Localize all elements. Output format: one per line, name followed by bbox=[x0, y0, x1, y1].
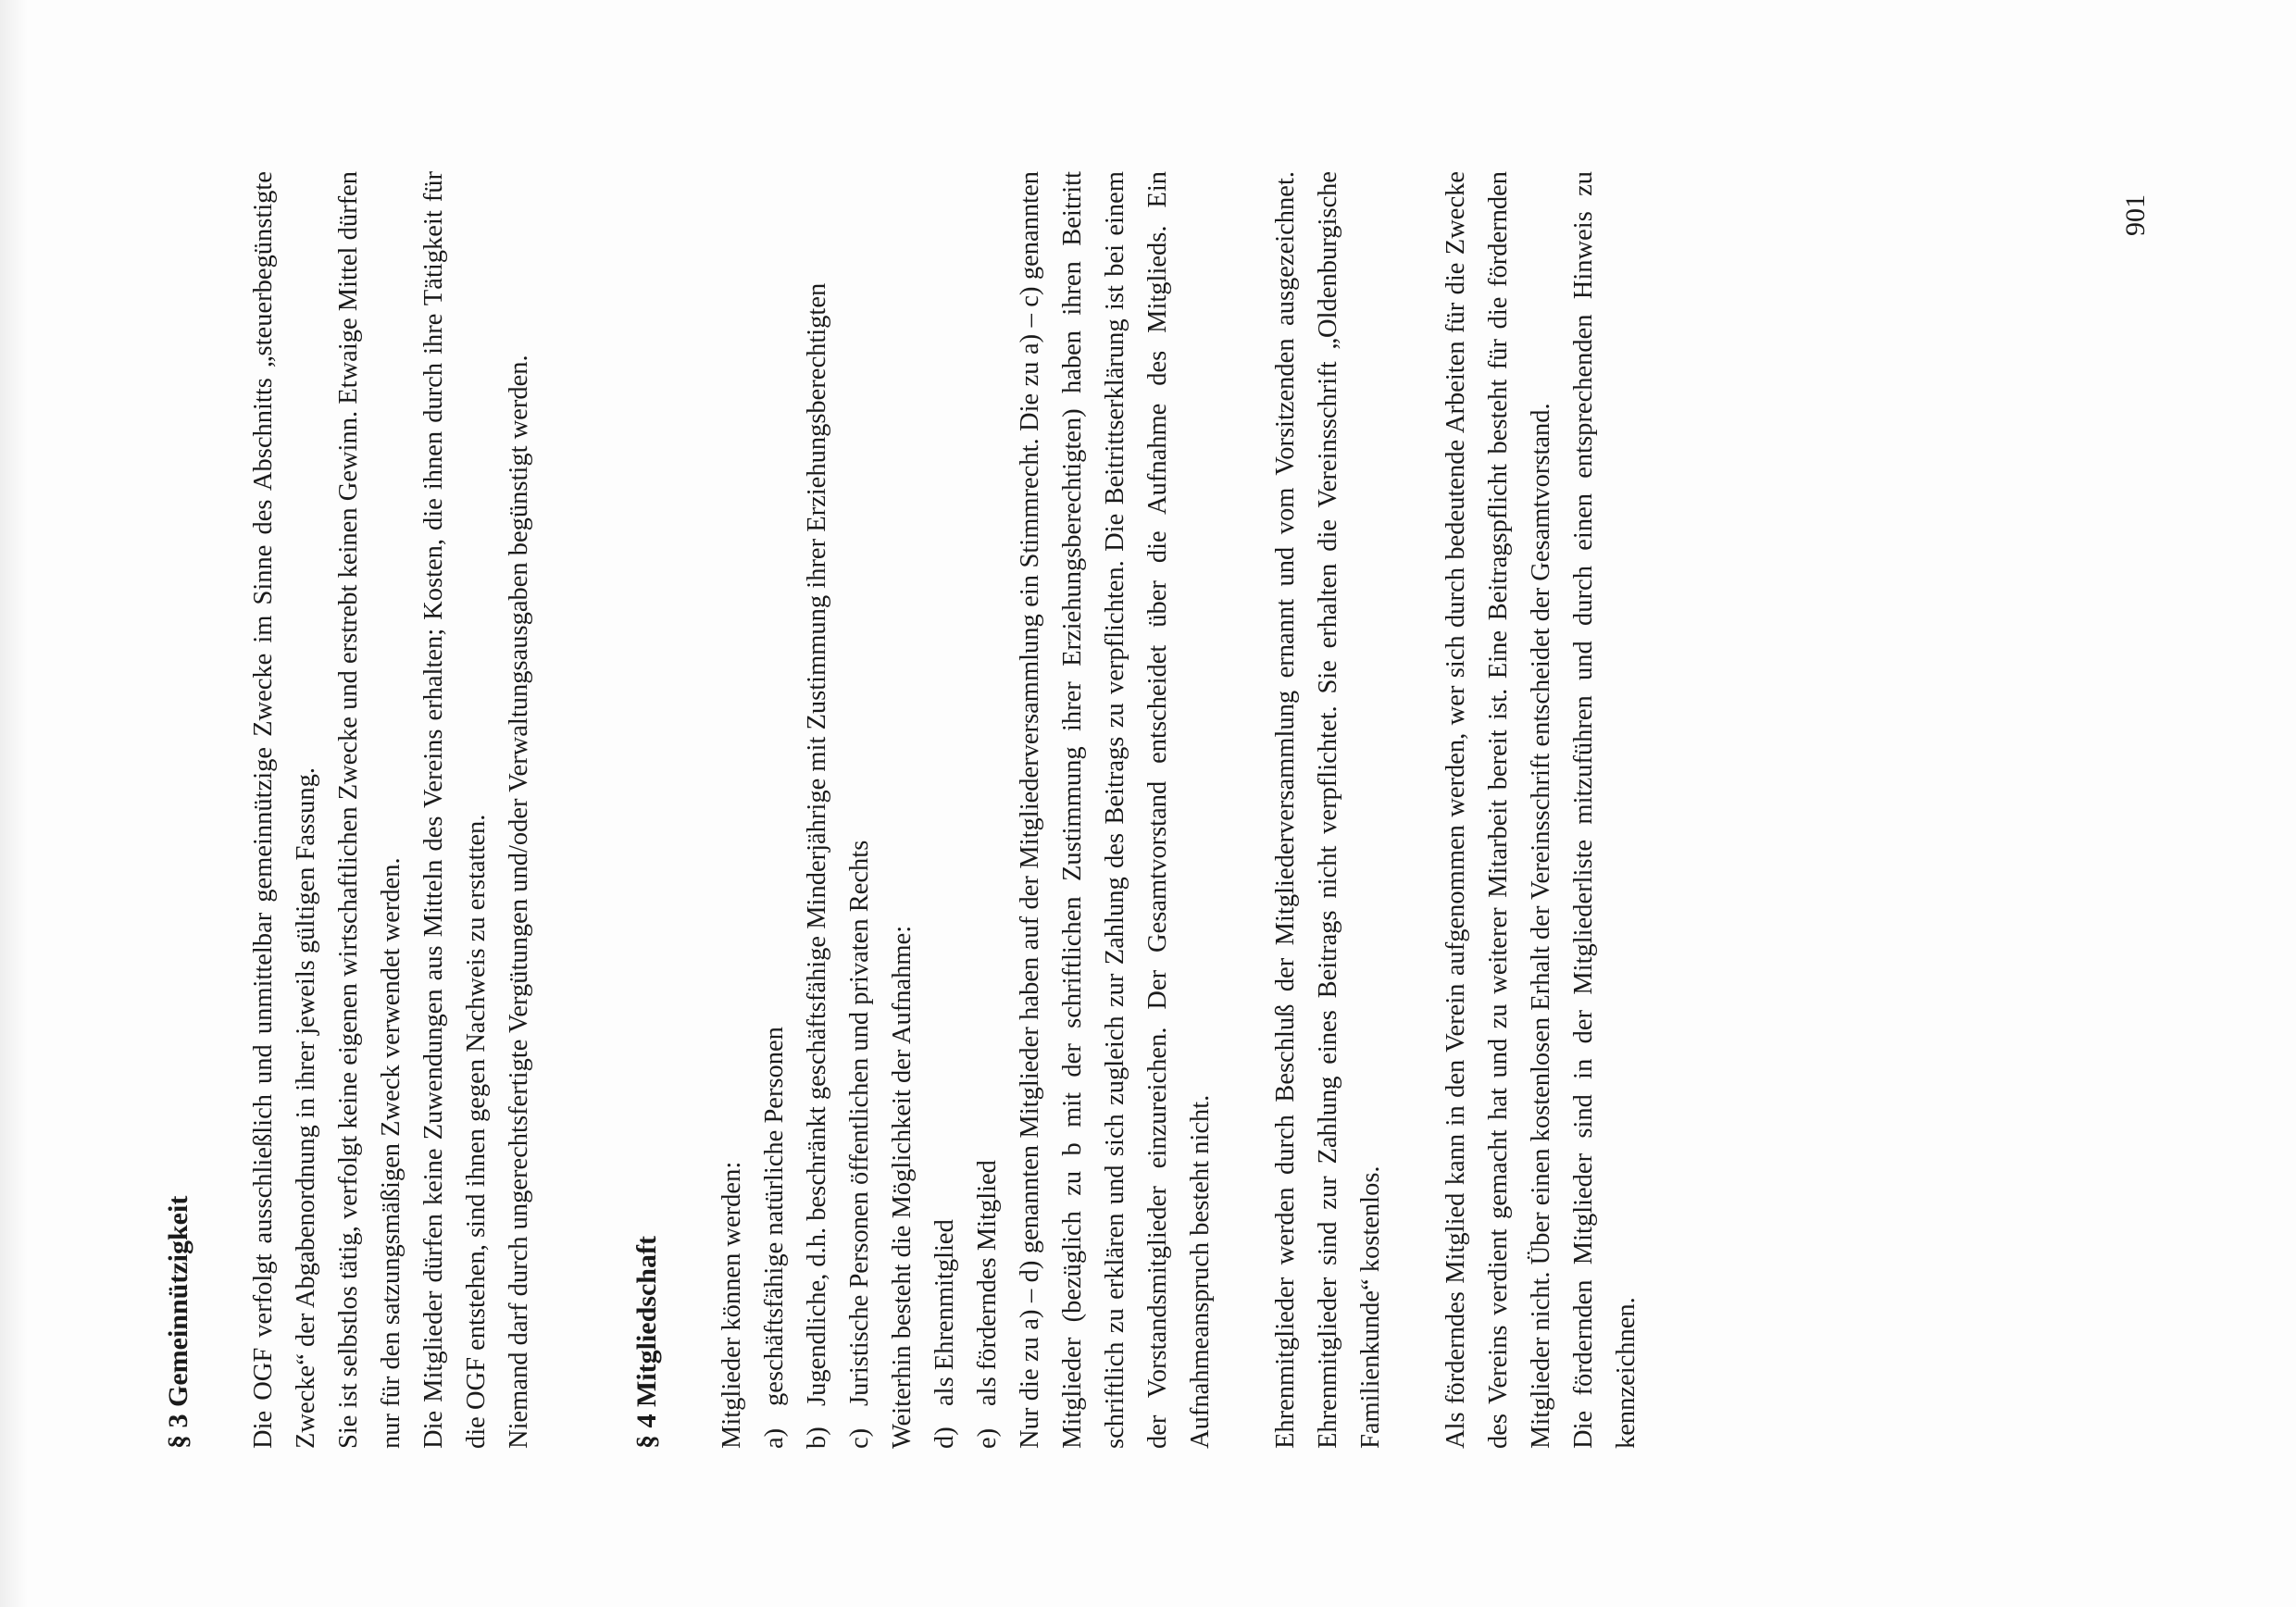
section-4-further-intro: Weiterhin besteht die Möglichkeit der Aufnahme: bbox=[888, 925, 917, 1449]
list-text: Juristische Personen öffentlichen und privaten Rechts bbox=[845, 840, 874, 1406]
section-3-paragraph-1: Die OGF verfolgt ausschließlich und unmittelbar gemeinnützige Zwecke im Sinne des Abschnitts „steuerbegünstigte Zwecke“ der Abgabenordnung in ihrer jeweils gültigen Fassung. bbox=[249, 171, 320, 1449]
list-text: als Ehrenmitglied bbox=[930, 1219, 959, 1406]
list-text: als förderndes Mitglied bbox=[973, 1160, 1002, 1406]
list-letter: e) bbox=[973, 1427, 1002, 1449]
list-letter: a) bbox=[760, 1427, 789, 1449]
list-letter: d) bbox=[930, 1426, 959, 1449]
list-item bbox=[796, 171, 839, 1449]
section-4-voting-paragraph: Nur die zu a) – d) genannten Mitglieder haben auf der Mitgliederversammlung ein Stimmrecht. Die zu a) – c) genannten Mitglieder (bezüglich zu b mit der schriftlichen Zustimmung ihrer Erziehungsberechtigten) haben ihren Beitritt schriftlich zu erklären und sich zugleich zur Zahlung des Beitrags zu verpflichten. Die Beitrittserklärung ist bei einem der Vorstandsmitglieder einzureichen. Der Gesamtvorstand entscheidet über die Aufnahme des Mitglieds. Ein Aufnahmeanspruch besteht nicht. bbox=[1016, 171, 1215, 1449]
list-text: Jugendliche, d.h. beschränkt geschäftsfähige Minderjährige mit Zustimmung ihrer Erziehungsberechtigten bbox=[803, 282, 831, 1406]
section-3-paragraph-3: Die Mitglieder dürfen keine Zuwendungen aus Mitteln des Vereins erhalten; Kosten, die ihnen durch ihre Tätigkeit für die OGF entstehen, sind ihnen gegen Nachweis zu erstatten. bbox=[419, 171, 491, 1449]
section-3-paragraph-2: Sie ist selbstlos tätig, verfolgt keine eigenen wirtschaftlichen Zwecke und erstrebt keinen Gewinn. Etwaige Mittel dürfen nur für den satzungsmäßigen Zweck verwendet werden. bbox=[334, 171, 406, 1449]
rotated-text-column bbox=[157, 171, 2176, 1449]
scan-edge-shadow bbox=[0, 0, 28, 1607]
list-item bbox=[924, 171, 967, 1449]
list-item bbox=[967, 171, 1009, 1449]
section-4-supporting-paragraph-2: Die fördernden Mitglieder sind in der Mitgliederliste mitzuführen und durch einen entsprechenden Hinweis zu kennzeichnen. bbox=[1569, 171, 1641, 1449]
list-item bbox=[754, 171, 796, 1449]
section-4-supporting-paragraph-1: Als förderndes Mitglied kann in den Verein aufgenommen werden, wer sich durch bedeutende Arbeiten für die Zwecke des Vereins verdient gemacht hat und zu weiterer Mitarbeit bereit ist. Eine Beitragspflicht besteht für die fördernden Mitglieder nicht. Über einen kostenlosen Erhalt der Vereinsschrift entscheidet der Gesamtvorstand. bbox=[1441, 171, 1555, 1449]
page-number: 901 bbox=[2120, 194, 2151, 236]
section-4-heading: § 4 Mitgliedschaft bbox=[631, 1236, 662, 1449]
section-3-paragraph-4: Niemand darf durch ungerechtsfertigte Vergütungen und/oder Verwaltungsausgaben begünstigt werden. bbox=[505, 355, 533, 1449]
list-text: geschäftsfähige natürliche Personen bbox=[760, 1027, 789, 1406]
list-letter: c) bbox=[845, 1427, 874, 1449]
list-letter: b) bbox=[803, 1426, 831, 1449]
section-3-heading: § 3 Gemeinnützigkeit bbox=[163, 1195, 193, 1449]
section-4-intro: Mitglieder können werden: bbox=[718, 1161, 746, 1449]
list-item bbox=[839, 171, 881, 1449]
section-4-honorary-paragraph: Ehrenmitglieder werden durch Beschluß der Mitgliederversammlung ernannt und vom Vorsitzenden ausgezeichnet. Ehrenmitglieder sind zur Zahlung eines Beitrags nicht verpflichtet. Sie erhalten die Vereinsschrift „Oldenburgische Familienkunde“ kostenlos. bbox=[1271, 171, 1385, 1449]
